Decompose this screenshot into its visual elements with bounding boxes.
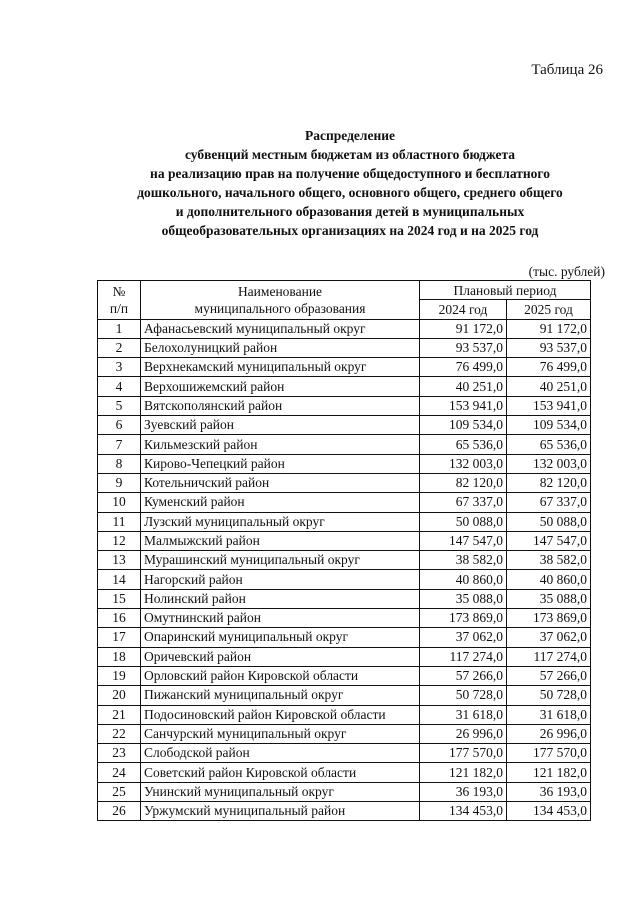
table-row — [98, 454, 591, 473]
header-period: Плановый период — [420, 281, 591, 300]
row-number: 2 — [98, 338, 141, 357]
row-name: Лузский муниципальный округ — [141, 512, 420, 531]
table-row — [98, 435, 591, 454]
row-value-2025: 65 536,0 — [507, 435, 591, 454]
heading-line: и дополнительного образования детей в муниципальных — [175, 204, 525, 219]
row-value-2024: 50 728,0 — [420, 686, 507, 705]
row-name: Оричевский район — [141, 647, 420, 666]
row-name: Зуевский район — [141, 416, 420, 435]
row-name: Орловский район Кировской области — [141, 666, 420, 685]
row-number: 12 — [98, 531, 141, 550]
row-name: Котельничский район — [141, 473, 420, 492]
row-number: 19 — [98, 666, 141, 685]
table-row — [98, 724, 591, 743]
row-value-2024: 40 251,0 — [420, 377, 507, 396]
table-row — [98, 551, 591, 570]
row-number: 24 — [98, 763, 141, 782]
row-value-2025: 40 860,0 — [507, 570, 591, 589]
units-note: (тыс. рублей) — [528, 264, 605, 279]
row-value-2025: 109 534,0 — [507, 416, 591, 435]
table-row — [98, 531, 591, 550]
row-name: Куменский район — [141, 493, 420, 512]
row-value-2025: 35 088,0 — [507, 589, 591, 608]
row-value-2024: 109 534,0 — [420, 416, 507, 435]
row-value-2025: 26 996,0 — [507, 724, 591, 743]
row-name: Слободской район — [141, 744, 420, 763]
row-number: 11 — [98, 512, 141, 531]
row-value-2024: 76 499,0 — [420, 358, 507, 377]
row-number: 22 — [98, 724, 141, 743]
table-row — [98, 744, 591, 763]
header-name-line1: Наименование — [237, 283, 323, 299]
table-body — [98, 319, 591, 821]
table-row — [98, 570, 591, 589]
row-value-2025: 76 499,0 — [507, 358, 591, 377]
row-number: 7 — [98, 435, 141, 454]
row-number: 3 — [98, 358, 141, 377]
table-row — [98, 609, 591, 628]
row-value-2024: 93 537,0 — [420, 338, 507, 357]
row-name: Афанасьевский муниципальный округ — [141, 319, 420, 338]
row-number: 10 — [98, 493, 141, 512]
row-number: 17 — [98, 628, 141, 647]
row-value-2024: 82 120,0 — [420, 473, 507, 492]
row-number: 6 — [98, 416, 141, 435]
heading-line: общеобразовательных организациях на 2024 год и на 2025 год — [161, 223, 539, 238]
row-name: Унинский муниципальный округ — [141, 782, 420, 801]
row-name: Подосиновский район Кировской области — [141, 705, 420, 724]
row-name: Омутнинский район — [141, 609, 420, 628]
row-value-2024: 67 337,0 — [420, 493, 507, 512]
table-row — [98, 338, 591, 357]
row-value-2024: 117 274,0 — [420, 647, 507, 666]
row-value-2024: 40 860,0 — [420, 570, 507, 589]
row-number: 16 — [98, 609, 141, 628]
heading-line: субвенций местным бюджетам из областного бюджета — [184, 147, 516, 162]
subvention-table — [97, 280, 591, 821]
row-name: Мурашинский муниципальный округ — [141, 551, 420, 570]
row-number: 21 — [98, 705, 141, 724]
row-value-2024: 26 996,0 — [420, 724, 507, 743]
row-value-2024: 35 088,0 — [420, 589, 507, 608]
row-value-2025: 173 869,0 — [507, 609, 591, 628]
header-name-line2: муниципального образования — [194, 300, 366, 316]
row-number: 9 — [98, 473, 141, 492]
table-row — [98, 802, 591, 821]
row-value-2025: 57 266,0 — [507, 666, 591, 685]
row-name: Кирово-Чепецкий район — [141, 454, 420, 473]
row-number: 5 — [98, 396, 141, 415]
heading-line: Распределение — [304, 128, 396, 143]
row-number: 25 — [98, 782, 141, 801]
row-value-2025: 31 618,0 — [507, 705, 591, 724]
row-number: 14 — [98, 570, 141, 589]
row-value-2024: 50 088,0 — [420, 512, 507, 531]
row-value-2025: 91 172,0 — [507, 319, 591, 338]
table-row — [98, 666, 591, 685]
row-value-2025: 132 003,0 — [507, 454, 591, 473]
row-name: Нолинский район — [141, 589, 420, 608]
table-row — [98, 705, 591, 724]
row-name: Уржумский муниципальный район — [141, 802, 420, 821]
table-row — [98, 473, 591, 492]
header-number-line2: п/п — [109, 300, 129, 316]
row-value-2025: 93 537,0 — [507, 338, 591, 357]
table-row — [98, 396, 591, 415]
table-row — [98, 782, 591, 801]
row-value-2024: 147 547,0 — [420, 531, 507, 550]
table-row — [98, 358, 591, 377]
row-number: 13 — [98, 551, 141, 570]
table-row — [98, 589, 591, 608]
row-value-2025: 121 182,0 — [507, 763, 591, 782]
row-value-2025: 40 251,0 — [507, 377, 591, 396]
row-value-2024: 31 618,0 — [420, 705, 507, 724]
table-row — [98, 319, 591, 338]
row-name: Белохолуницкий район — [141, 338, 420, 357]
row-value-2024: 121 182,0 — [420, 763, 507, 782]
row-name: Верхошижемский район — [141, 377, 420, 396]
row-value-2025: 147 547,0 — [507, 531, 591, 550]
header-number-line1: № — [112, 283, 126, 299]
row-number: 18 — [98, 647, 141, 666]
table-header — [98, 281, 591, 320]
row-number: 26 — [98, 802, 141, 821]
row-number: 20 — [98, 686, 141, 705]
row-name: Вятскополянский район — [141, 396, 420, 415]
row-value-2024: 91 172,0 — [420, 319, 507, 338]
row-number: 23 — [98, 744, 141, 763]
header-year-2025: 2025 год — [507, 300, 591, 319]
table-row — [98, 377, 591, 396]
row-value-2025: 117 274,0 — [507, 647, 591, 666]
row-value-2025: 50 088,0 — [507, 512, 591, 531]
row-value-2024: 153 941,0 — [420, 396, 507, 415]
heading-line: дошкольного, начального общего, основного общего, среднего общего — [137, 185, 563, 200]
header-year-2024: 2024 год — [420, 300, 507, 319]
row-value-2025: 153 941,0 — [507, 396, 591, 415]
table-number-label: Таблица 26 — [531, 62, 603, 78]
row-number: 8 — [98, 454, 141, 473]
row-name: Пижанский муниципальный округ — [141, 686, 420, 705]
row-name: Опаринский муниципальный округ — [141, 628, 420, 647]
row-value-2025: 67 337,0 — [507, 493, 591, 512]
table-row — [98, 512, 591, 531]
table-row — [98, 628, 591, 647]
heading-line: на реализацию прав на получение общедоступного и бесплатного — [150, 166, 550, 181]
header-name — [141, 281, 420, 320]
row-number: 4 — [98, 377, 141, 396]
table-row — [98, 763, 591, 782]
row-value-2024: 36 193,0 — [420, 782, 507, 801]
row-value-2024: 134 453,0 — [420, 802, 507, 821]
row-value-2024: 57 266,0 — [420, 666, 507, 685]
row-value-2024: 173 869,0 — [420, 609, 507, 628]
row-number: 15 — [98, 589, 141, 608]
row-value-2025: 134 453,0 — [507, 802, 591, 821]
row-value-2025: 38 582,0 — [507, 551, 591, 570]
row-value-2024: 65 536,0 — [420, 435, 507, 454]
document-heading — [90, 126, 610, 240]
row-value-2024: 177 570,0 — [420, 744, 507, 763]
row-name: Малмыжский район — [141, 531, 420, 550]
row-value-2025: 177 570,0 — [507, 744, 591, 763]
table-row — [98, 416, 591, 435]
row-name: Кильмезский район — [141, 435, 420, 454]
table-row — [98, 647, 591, 666]
row-value-2024: 38 582,0 — [420, 551, 507, 570]
row-name: Нагорский район — [141, 570, 420, 589]
header-number — [98, 281, 141, 320]
row-value-2025: 36 193,0 — [507, 782, 591, 801]
row-name: Советский район Кировской области — [141, 763, 420, 782]
row-value-2025: 50 728,0 — [507, 686, 591, 705]
row-name: Верхнекамский муниципальный округ — [141, 358, 420, 377]
table-row — [98, 493, 591, 512]
row-value-2024: 132 003,0 — [420, 454, 507, 473]
row-value-2025: 82 120,0 — [507, 473, 591, 492]
row-value-2025: 37 062,0 — [507, 628, 591, 647]
row-name: Санчурский муниципальный округ — [141, 724, 420, 743]
table-row — [98, 686, 591, 705]
row-number: 1 — [98, 319, 141, 338]
row-value-2024: 37 062,0 — [420, 628, 507, 647]
